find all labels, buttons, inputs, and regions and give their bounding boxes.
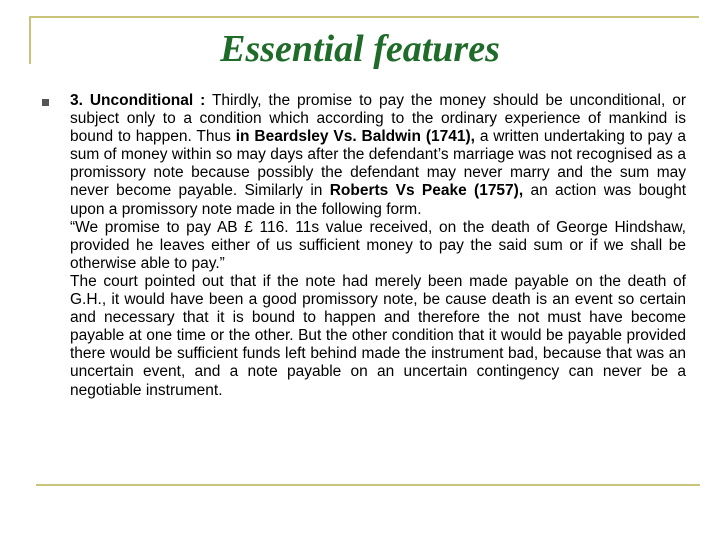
case-citation-beardsley: in Beardsley Vs. Baldwin (1741), [235, 128, 475, 146]
case-citation-roberts: Roberts Vs Peake (1757), [329, 182, 524, 200]
bullet-content [70, 92, 686, 400]
frame-bottom-line [36, 484, 700, 486]
square-bullet-icon [42, 99, 49, 106]
bullet-heading: 3. Unconditional : [70, 92, 206, 109]
page-title: Essential features [220, 28, 500, 70]
court-conclusion-text: The court pointed out that if the note had merely been made payable on the death of G.H., it would have been a good promissory note, be cause death is an event so certain and necessary that it is bound to happen and therefore the not must have become payable at one time or the other. But the other condition that it would be payable provided there would be sufficient funds left behind made the instrument bad, because that was an uncertain event, and a note payable on an uncertain contingency can never be a negotiable instrument. [70, 272, 686, 399]
bullet-paragraph [70, 92, 686, 219]
quoted-note-text: “We promise to pay AB £ 116. 11s value received, on the death of George Hindshaw, provided he leaves either of us sufficient money to pay the said sum or if we shall be otherwise able to pay.” [70, 218, 686, 272]
paragraph-text-1: Thirdly, the promise to pay the money should be unconditional, or subject only to a condition which according to the ordinary experience of mankind is bound to happen. Thus [70, 92, 686, 146]
paragraph-text-3: an action was bought upon a promissory note made in the following form. [70, 182, 687, 218]
paragraph-text-2: a written undertaking to pay a sum of money within so may days after the defendant’s marriage was not recognised as a promissory note because possibly the defendant may never marry and the sum may never become payable. Similarly in [70, 128, 687, 200]
frame-top-line [29, 16, 699, 18]
